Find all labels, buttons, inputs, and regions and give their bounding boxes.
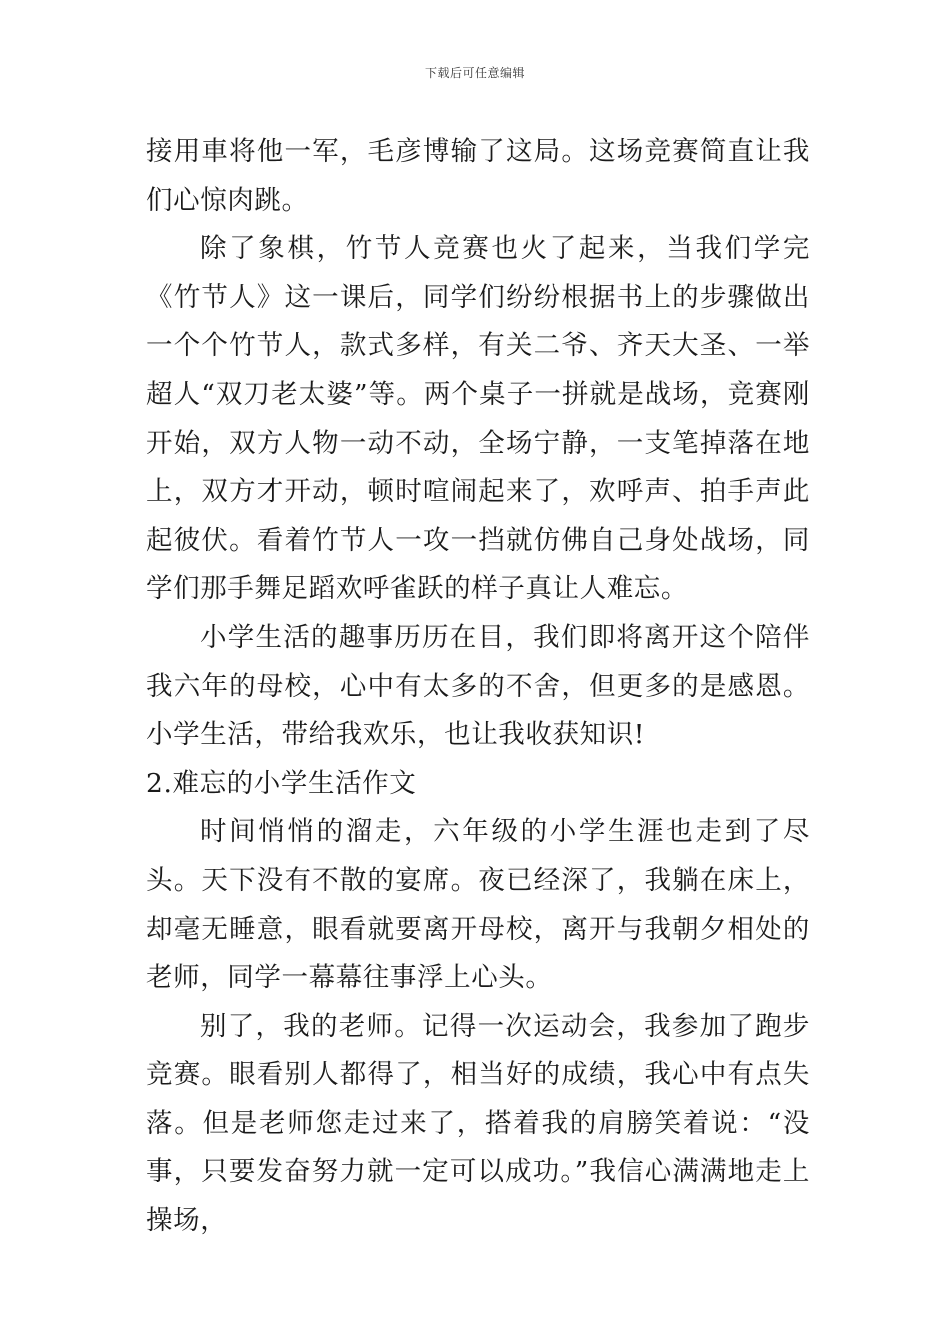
- paragraph-school-memories: 小学生活的趣事历历在目，我们即将离开这个陪伴我六年的母校，心中有太多的不舍，但更多的是感恩。小学生活，带给我欢乐，也让我收获知识!: [146, 621, 810, 751]
- page-header: 下载后可任意编辑: [424, 66, 525, 80]
- document-body: [146, 128, 810, 1246]
- paragraph-bamboo-figures: 除了象棋，竹节人竞赛也火了起来，当我们学完《竹节人》这一课后，同学们纷纷根据书上的步骤做出一个个竹节人，款式多样，有关二爷、齐天大圣、一举超人“双刀老太婆”等。两个桌子一拼就是战场，竞赛刚开始，双方人物一动不动，全场宁静，一支笔掉落在地上，双方才开动，顿时喧闹起来了，欢呼声、拍手声此起彼伏。看着竹节人一攻一挡就仿佛自己身处战场，同学们那手舞足蹈欢呼雀跃的样子真让人难忘。: [146, 233, 810, 605]
- section-heading: 2.难忘的小学生活作文: [146, 767, 417, 799]
- paragraph-continuation: 接用車将他一军，毛彦博输了这局。这场竞赛简直让我们心惊肉跳。: [146, 136, 810, 216]
- paragraph-time-passing: 时间悄悄的溜走，六年级的小学生涯也走到了尽头。天下没有不散的宴席。夜已经深了，我躺在床上，却毫无睡意，眼看就要离开母校，离开与我朝夕相处的老师，同学一幕幕往事浮上心头。: [146, 816, 810, 994]
- paragraph-farewell-teacher: 别了，我的老师。记得一次运动会，我参加了跑步竞赛。眼看别人都得了，相当好的成绩，我心中有点失落。但是老师您走过来了，搭着我的肩膀笑着说：“没事，只要发奋努力就一定可以成功。”我信心满满地走上操场，: [146, 1010, 810, 1237]
